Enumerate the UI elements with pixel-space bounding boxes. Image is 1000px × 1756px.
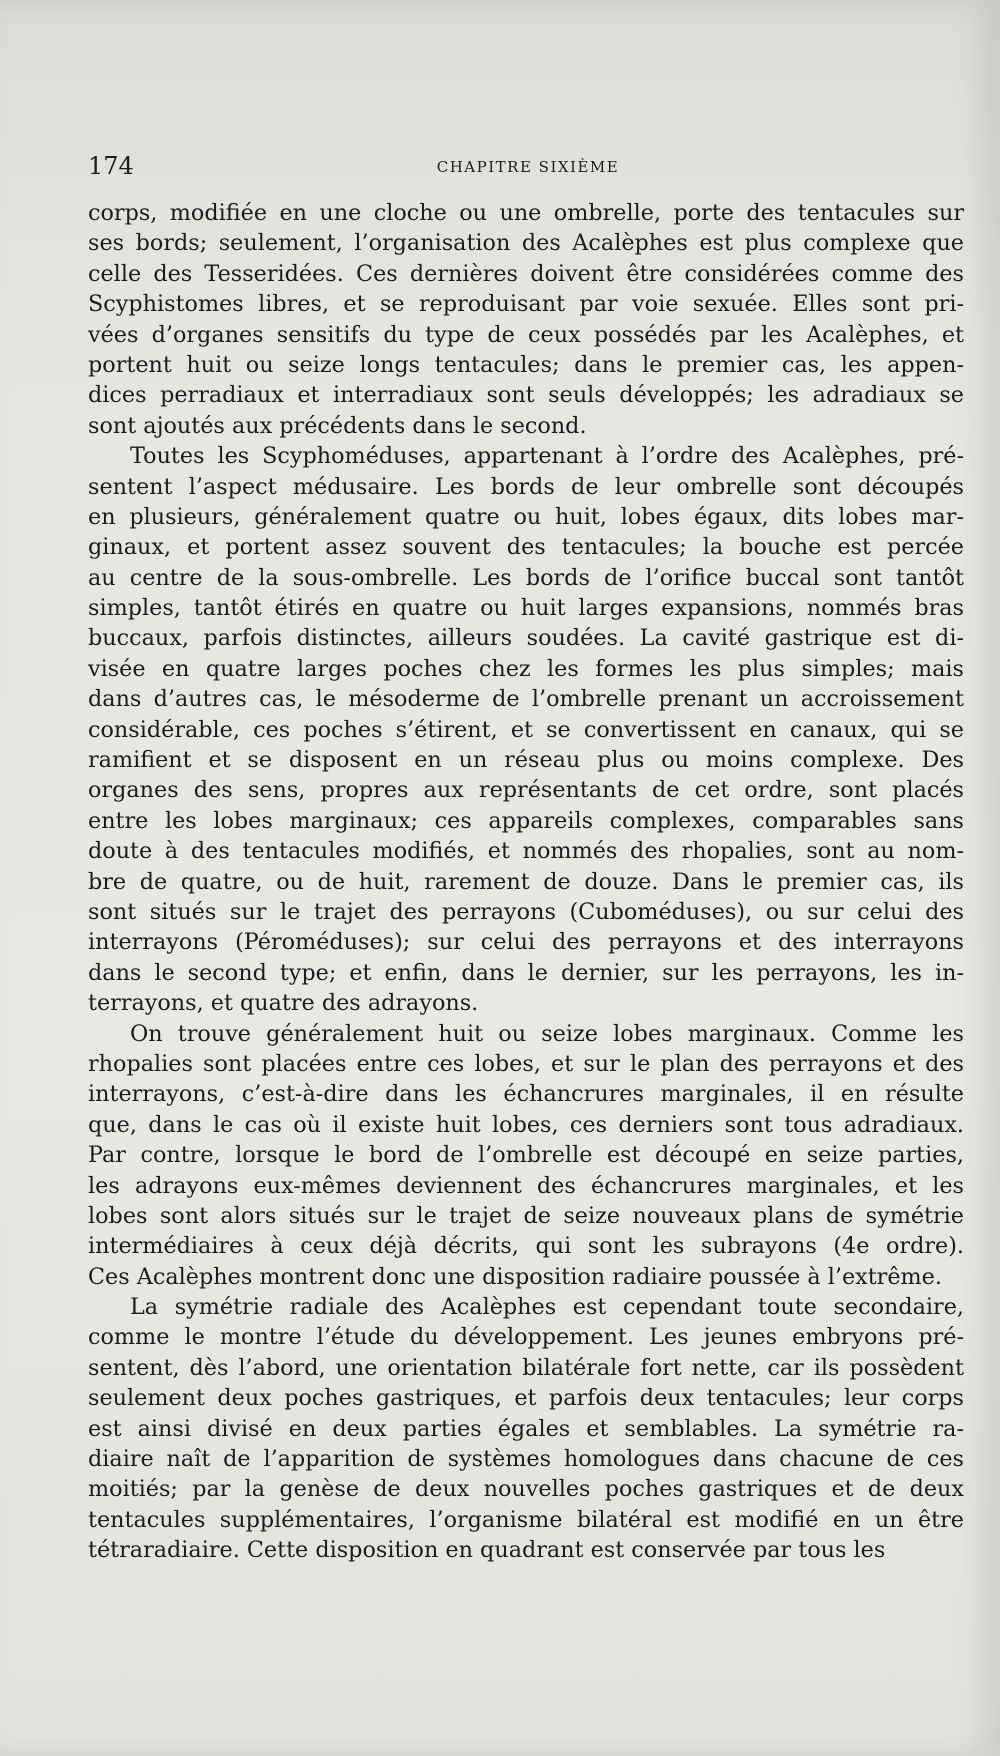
text-line: entre les lobes marginaux; ces appareils complexes, comparables sans <box>88 807 964 834</box>
text-line: diaire naît de l’apparition de systèmes homologues dans chacune de ces <box>88 1446 964 1473</box>
paragraph <box>88 441 964 1018</box>
text-line: ses bords; seulement, l’organisation des Acalèphes est plus complexe que <box>88 230 964 257</box>
text-line: sentent l’aspect médusaire. Les bords de leur ombrelle sont découpés <box>88 473 964 500</box>
text-line: tentacules supplémentaires, l’organisme bilatéral est modifié en un être <box>88 1506 964 1533</box>
text-line: organes des sens, propres aux représentants de cet ordre, sont placés <box>88 777 964 804</box>
text-line: sont situés sur le trajet des perrayons (Cuboméduses), ou sur celui des <box>88 898 964 925</box>
text-line: interrayons (Péroméduses); sur celui des perrayons et des interrayons <box>88 929 964 956</box>
text-line: que, dans le cas où il existe huit lobes, ces derniers sont tous adradiaux. <box>88 1111 964 1138</box>
text-line: doute à des tentacules modifiés, et nommés des rhopalies, sont au nom- <box>88 838 964 865</box>
text-line: au centre de la sous-ombrelle. Les bords de l’orifice buccal sont tantôt <box>88 564 964 591</box>
text-line: portent huit ou seize longs tentacules; dans le premier cas, les appen- <box>88 351 964 378</box>
text-line: dans d’autres cas, le mésoderme de l’ombrelle prenant un accroissement <box>88 686 964 713</box>
text-line: celle des Tesseridées. Ces dernières doivent être considérées comme des <box>88 260 964 287</box>
text-line: en plusieurs, généralement quatre ou huit, lobes égaux, dits lobes mar- <box>88 503 964 530</box>
body-text <box>88 198 964 1566</box>
text-line: rhopalies sont placées entre ces lobes, et sur le plan des perrayons et des <box>88 1050 964 1077</box>
text-line: dices perradiaux et interradiaux sont seuls développés; les adradiaux se <box>88 382 964 409</box>
text-line: les adrayons eux-mêmes deviennent des échancrures marginales, et les <box>88 1172 964 1199</box>
text-line: sont ajoutés aux précédents dans le second. <box>88 412 587 439</box>
text-line: simples, tantôt étirés en quatre ou huit larges expansions, nommés bras <box>88 595 964 622</box>
text-line: sentent, dès l’abord, une orientation bilatérale fort nette, car ils possèdent <box>88 1354 964 1381</box>
text-line: dans le second type; et enfin, dans le dernier, sur les perrayons, les in- <box>88 959 964 986</box>
running-head: CHAPITRE SIXIÈME <box>436 158 620 176</box>
paragraph <box>88 198 964 441</box>
text-line: intermédiaires à ceux déjà décrits, qui sont les subrayons (4e ordre). <box>88 1233 964 1260</box>
text-line: Ces Acalèphes montrent donc une disposition radiaire poussée à l’extrême. <box>88 1263 942 1290</box>
text-line: bre de quatre, ou de huit, rarement de douze. Dans le premier cas, ils <box>88 868 964 895</box>
text-line: ramifient et se disposent en un réseau plus ou moins complexe. Des <box>88 747 964 774</box>
text-line: buccaux, parfois distinctes, ailleurs soudées. La cavité gastrique est di- <box>88 625 964 652</box>
text-line: Par contre, lorsque le bord de l’ombrelle est découpé en seize parties, <box>88 1142 964 1169</box>
text-line: On trouve généralement huit ou seize lobes marginaux. Comme les <box>130 1020 964 1047</box>
paragraph <box>88 1292 964 1566</box>
text-line: seulement deux poches gastriques, et parfois deux tentacules; leur corps <box>88 1385 964 1412</box>
text-line: moitiés; par la genèse de deux nouvelles poches gastriques et de deux <box>88 1476 964 1503</box>
page-number: 174 <box>88 152 134 180</box>
text-line: lobes sont alors situés sur le trajet de seize nouveaux plans de symétrie <box>88 1202 964 1229</box>
text-line: Scyphistomes libres, et se reproduisant par voie sexuée. Elles sont pri- <box>88 291 964 318</box>
text-line: La symétrie radiale des Acalèphes est cependant toute secondaire, <box>130 1294 964 1321</box>
text-line: Toutes les Scyphoméduses, appartenant à l’ordre des Acalèphes, pré- <box>130 443 964 470</box>
text-line: ginaux, et portent assez souvent des tentacules; la bouche est percée <box>88 534 964 561</box>
text-line: tétraradiaire. Cette disposition en quadrant est conservée par tous les <box>88 1537 886 1564</box>
text-line: considérable, ces poches s’étirent, et se convertissent en canaux, qui se <box>88 716 964 743</box>
text-line: corps, modifiée en une cloche ou une ombrelle, porte des tentacules sur <box>88 200 964 226</box>
text-line: comme le montre l’étude du développement. Les jeunes embryons pré- <box>88 1324 964 1351</box>
text-line: vées d’organes sensitifs du type de ceux possédés par les Acalèphes, et <box>88 321 964 348</box>
text-line: est ainsi divisé en deux parties égales et semblables. La symétrie ra- <box>88 1415 964 1442</box>
paragraph <box>88 1019 964 1293</box>
text-line: visée en quatre larges poches chez les formes les plus simples; mais <box>88 655 964 682</box>
page-header <box>88 150 968 190</box>
text-line: interrayons, c’est-à-dire dans les échancrures marginales, il en résulte <box>88 1081 964 1108</box>
text-line: terrayons, et quatre des adrayons. <box>88 990 479 1017</box>
